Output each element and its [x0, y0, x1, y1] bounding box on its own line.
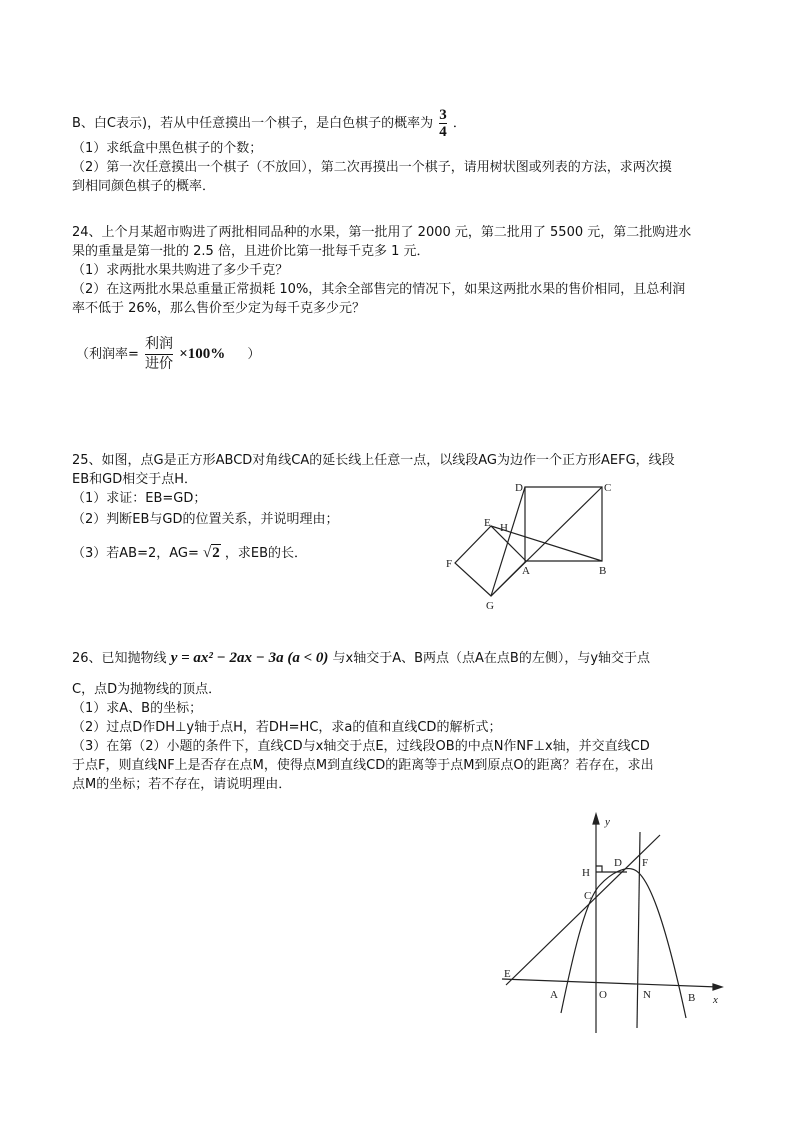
label-e: E: [504, 968, 511, 980]
x-axis-arrow-icon: [713, 984, 722, 990]
q26-stem-text: 26、已知抛物线: [72, 651, 167, 666]
label-h: H: [582, 867, 590, 879]
label-e: E: [484, 517, 491, 529]
fraction-denominator: 4: [439, 124, 447, 140]
q24-part2-line2: 率不低于 26%，那么售价至少定为每千克多少元？: [72, 301, 366, 316]
q26-part3-line3: 点M的坐标；若不存在，请说明理由．: [72, 777, 292, 792]
q23-stem-end: ．: [452, 116, 466, 131]
formula-fraction: [145, 336, 173, 373]
label-o: O: [599, 989, 607, 1001]
q26-part3-line2: 于点F，则直线NF上是否存在点M，使得点M到直线CD的距离等于点M到原点O的距离？若存在，求出: [72, 758, 654, 773]
right-angle-mark: [596, 866, 602, 872]
q23-stem-text: B、白C表示)，若从中任意摸出一个棋子，是白色棋子的概率为: [72, 116, 434, 131]
q26-part1: （1）求A、B的坐标；: [72, 701, 203, 716]
q26-part2: （2）过点D作DH⊥y轴于点H，若DH=HC，求a的值和直线CD的解析式；: [72, 720, 502, 735]
label-d: D: [515, 482, 523, 494]
parabola-figure: [490, 805, 730, 1045]
formula-bar: [145, 354, 173, 355]
q25-part3: [72, 545, 307, 562]
label-b: B: [599, 565, 607, 577]
q26-stem-line2: C，点D为抛物线的顶点．: [72, 682, 222, 697]
q26-stem-line1: [72, 650, 650, 667]
profit-rate-formula: [76, 336, 260, 373]
q26-part3-line1: （3）在第（2）小题的条件下，直线CD与x轴交于点E，过线段OB的中点N作NF⊥x轴，并交直线CD: [72, 739, 650, 754]
label-a: A: [550, 989, 558, 1001]
label-c: C: [584, 890, 592, 902]
formula-close: ）: [247, 347, 261, 362]
q24-part1: （1）求两批水果共购进了多少千克？: [72, 263, 289, 278]
label-f: F: [642, 857, 649, 869]
q24-part2-line1: （2）在这两批水果总重量正常损耗 10%，其余全部售完的情况下，如果这两批水果的售价相同，且总利润: [72, 282, 686, 297]
label-x: x: [713, 994, 718, 1006]
q23-part1: （1）求纸盒中黑色棋子的个数；: [72, 141, 263, 156]
label-c: C: [604, 482, 612, 494]
y-axis-arrow-icon: [593, 814, 599, 824]
x-axis: [502, 979, 718, 987]
q23-part2-line2: 到相同颜色棋子的概率．: [72, 179, 216, 194]
label-b: B: [688, 992, 696, 1004]
label-f: F: [446, 558, 453, 570]
q23-part2-line1: （2）第一次任意摸出一个棋子（不放回），第二次再摸出一个棋子，请用树状图或列表的方法，求两次摸: [72, 160, 672, 175]
label-a: A: [522, 565, 530, 577]
q25-part3-end: ，求EB的长．: [224, 546, 308, 561]
sqrt-radicand: 2: [212, 545, 220, 561]
q23-stem: [72, 108, 466, 139]
fraction-numerator: 3: [439, 107, 447, 123]
line-cd: [506, 835, 660, 985]
sqrt-two: √2: [203, 545, 220, 561]
q24-stem-line2: 果的重量是第一批的 2.5 倍，且进价比第一批每千克多 1 元．: [72, 244, 430, 259]
formula-numerator: 利润: [145, 336, 174, 352]
q25-part2: （2）判断EB与GD的位置关系，并说明理由；: [72, 512, 339, 527]
parabola-equation: y = ax² − 2ax − 3a (a < 0): [170, 650, 329, 666]
probability-fraction: [439, 108, 447, 139]
label-y: y: [605, 816, 610, 828]
q25-part1: （1）求证：EB=GD；: [72, 491, 207, 506]
label-d: D: [614, 857, 622, 869]
formula-multiplier: ×100%: [179, 346, 226, 362]
parabola-curve: [561, 869, 686, 1018]
q24-stem-line1: 24、上个月某超市购进了两批相同品种的水果，第一批用了 2000 元，第二批用了 5500 元，第二批购进水: [72, 225, 692, 240]
q26-stem-text-end: 与x轴交于A、B两点（点A在点B的左侧），与y轴交于点: [332, 651, 651, 666]
label-n: N: [643, 989, 651, 1001]
q25-stem-line1: 25、如图，点G是正方形ABCD对角线CA的延长线上任意一点，以线段AG为边作一个正方形AEFG，线段: [72, 453, 675, 468]
square-geometry-figure: [430, 475, 630, 615]
formula-denominator: 进价: [145, 356, 174, 372]
square-aefg: [455, 526, 526, 596]
q25-stem-line2: EB和GD相交于点H．: [72, 472, 197, 487]
q25-part3-text: （3）若AB=2，AG=: [72, 546, 199, 561]
label-g: G: [486, 600, 494, 612]
label-h: H: [500, 522, 508, 534]
line-nf: [637, 832, 640, 1028]
formula-prefix: （利润率=: [76, 347, 139, 362]
